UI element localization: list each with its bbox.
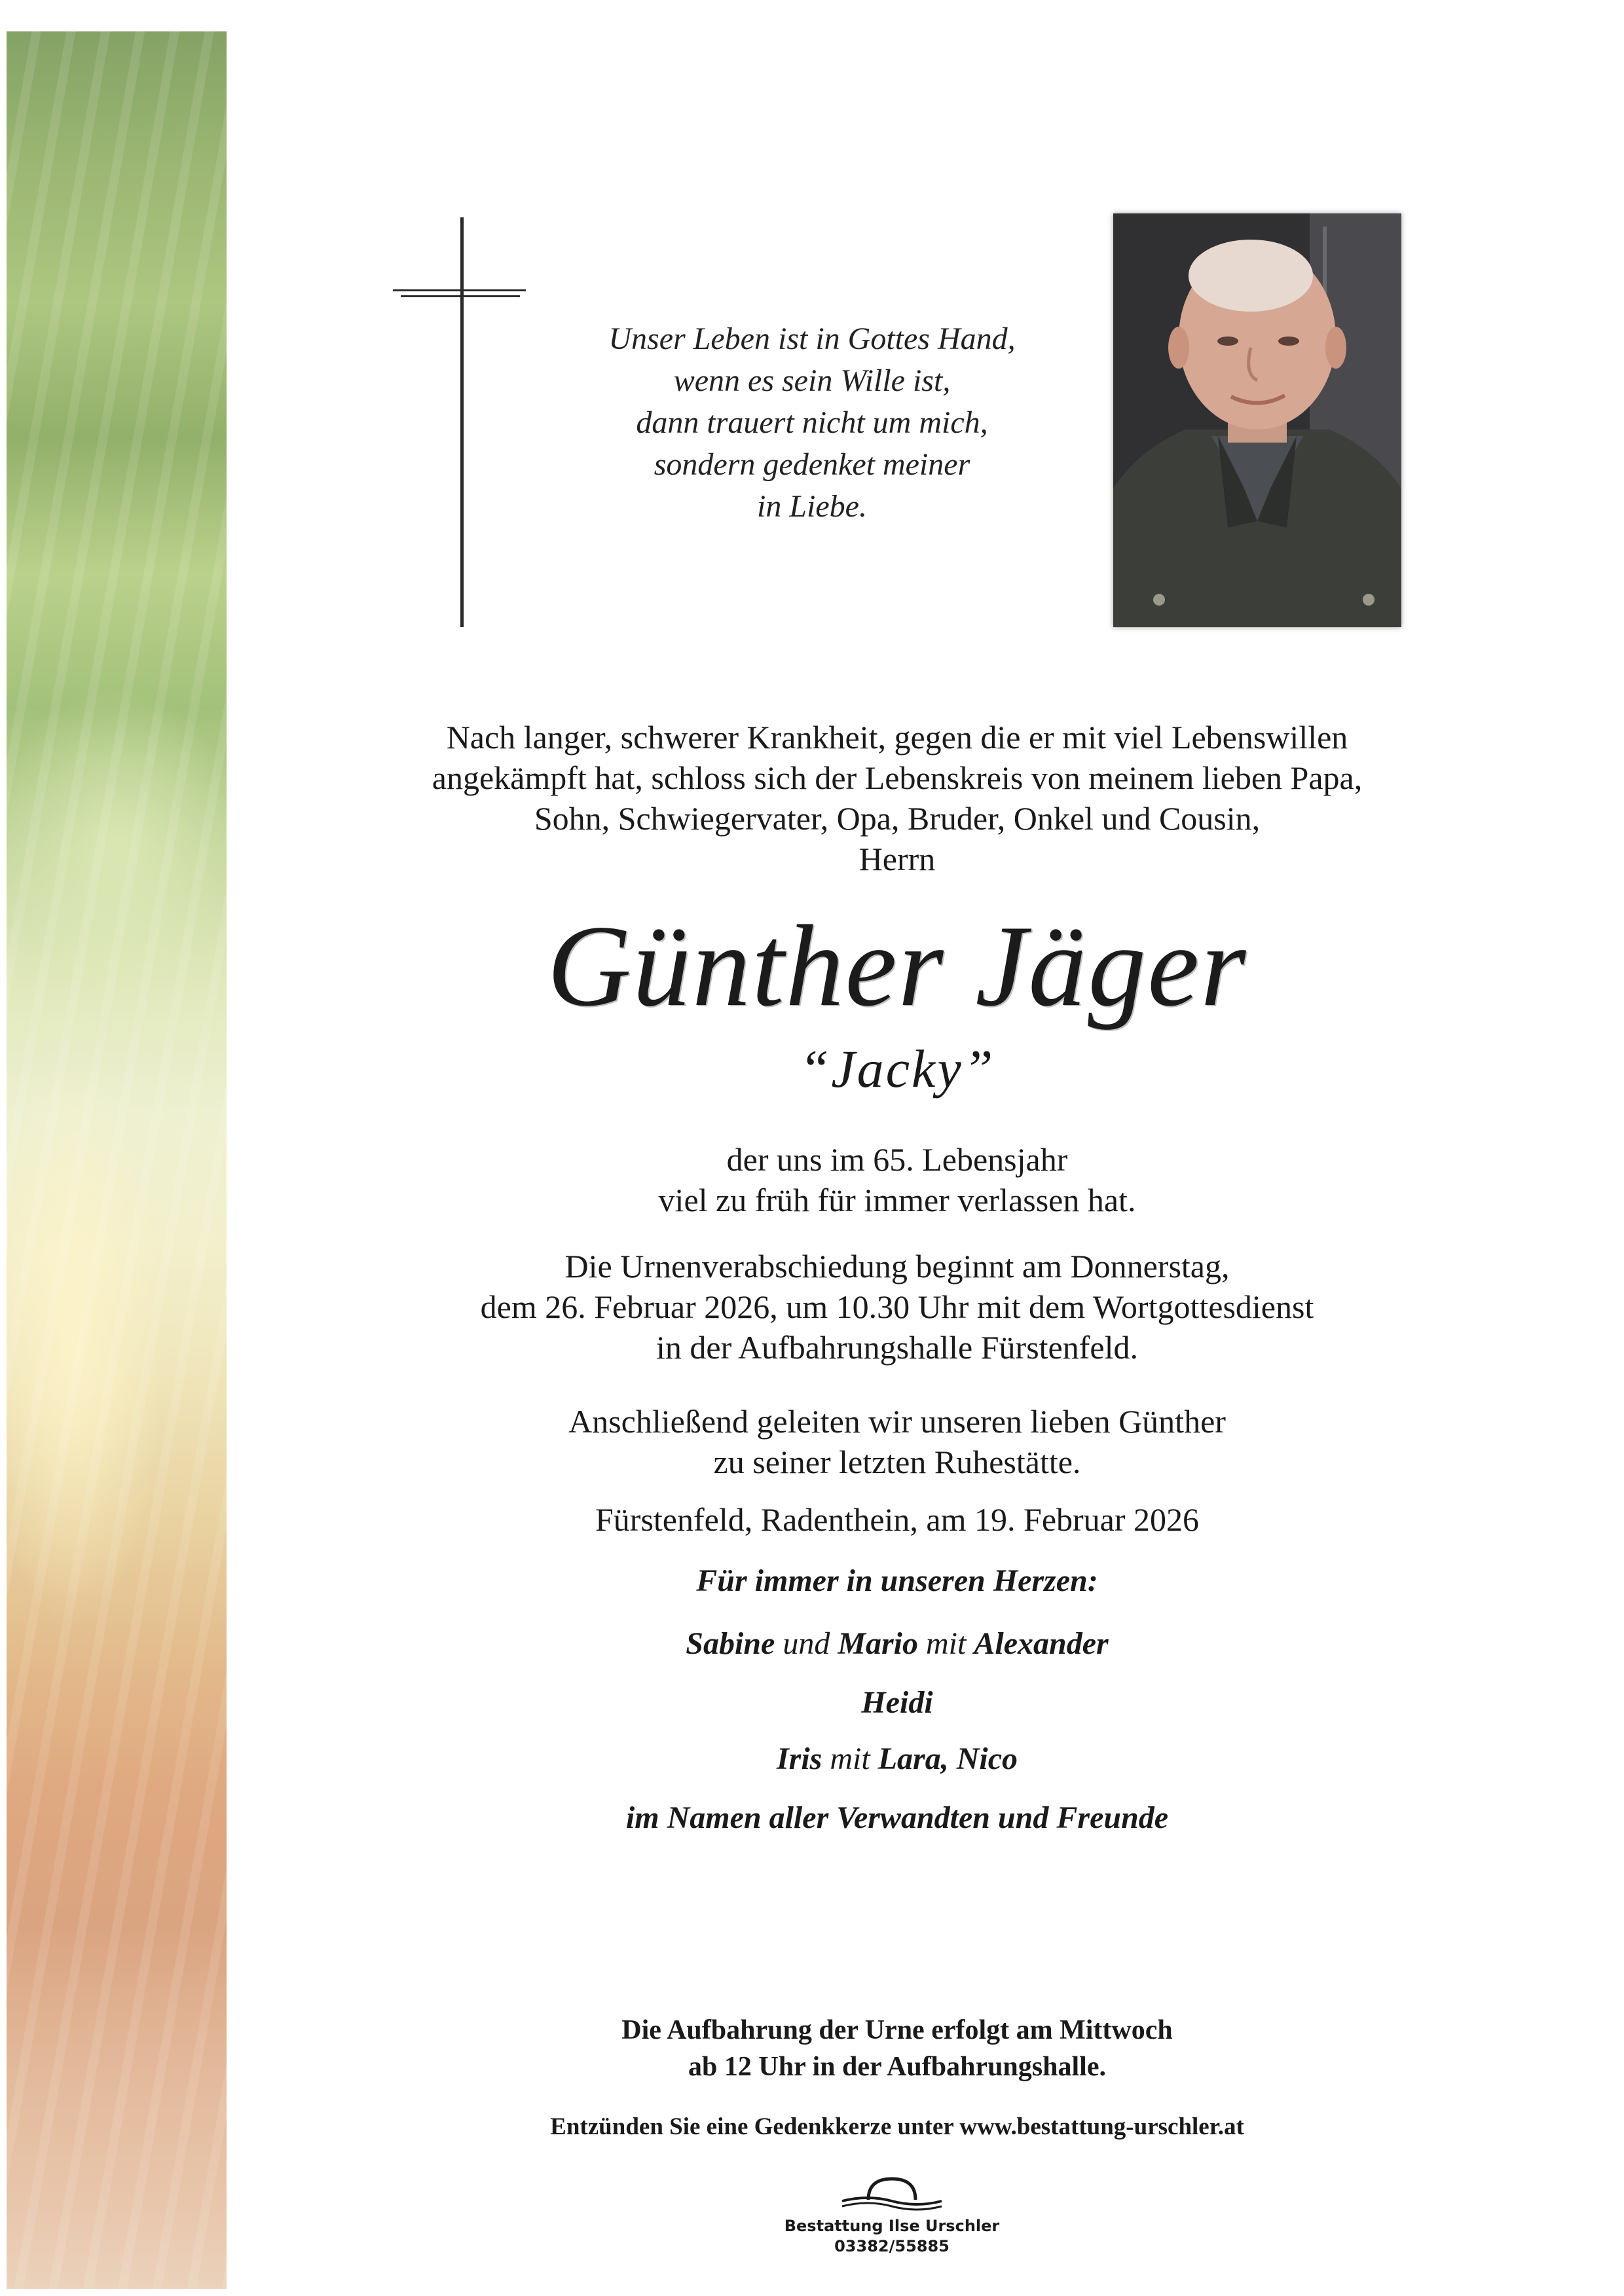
service-details <box>393 1246 1401 1368</box>
mourner-name: Alexander <box>974 1626 1109 1661</box>
mourner-name: Mario <box>838 1626 919 1661</box>
forest-side-image <box>7 31 227 2289</box>
mourner-name: Lara, Nico <box>877 1741 1018 1776</box>
portrait-photo <box>1113 213 1401 627</box>
intro-line: Nach langer, schwerer Krankheit, gegen die er mit viel Lebenswillen <box>446 719 1348 756</box>
burial-line: Anschließend geleiten wir unseren lieben Günther <box>568 1403 1226 1440</box>
portrait-illustration <box>1113 213 1401 627</box>
mourner-family-2 <box>393 1683 1401 1723</box>
connector: und <box>775 1626 838 1661</box>
mourner-family-1 <box>393 1624 1401 1664</box>
burial-line: zu seiner letzten Ruhestätte. <box>713 1444 1081 1480</box>
service-line: in der Aufbahrungshalle Fürstenfeld. <box>656 1329 1138 1366</box>
mourner-name: Sabine <box>686 1626 775 1661</box>
cross-icon <box>460 217 464 627</box>
cross-bar-lower <box>401 295 520 297</box>
announcement-intro <box>393 717 1401 879</box>
verse-line: sondern gedenket meiner <box>654 447 970 482</box>
verse-line: in Liebe. <box>757 489 867 524</box>
verse-line: Unser Leben ist in Gottes Hand, <box>608 321 1016 356</box>
mourner-family-3 <box>393 1739 1401 1779</box>
verse-line: dann trauert nicht um mich, <box>636 405 988 440</box>
service-line: Die Urnenverabschiedung beginnt am Donnerstag, <box>564 1248 1230 1285</box>
deceased-name: Günther Jäger <box>547 901 1247 1030</box>
funeral-home-phone: 03382/55885 <box>834 2237 950 2255</box>
age-text <box>393 1139 1401 1220</box>
age-line: viel zu früh für immer verlassen hat. <box>658 1182 1136 1218</box>
burial-text <box>393 1401 1401 1482</box>
urn-line: ab 12 Uhr in der Aufbahrungshalle. <box>688 2052 1106 2082</box>
mourner-name: Iris <box>776 1741 822 1776</box>
candle-notice: Entzünden Sie eine Gedenkkerze unter www.bestattung-urschler.at <box>550 2113 1244 2140</box>
urn-line: Die Aufbahrung der Urne erfolgt am Mittwoch <box>621 2015 1173 2045</box>
urn-notice <box>393 2012 1401 2085</box>
intro-line: Herrn <box>858 841 936 877</box>
funeral-home-name: Bestattung Ilse Urschler <box>784 2217 1000 2235</box>
intro-line: Sohn, Schwiegervater, Opa, Bruder, Onkel und Cousin, <box>534 800 1261 837</box>
deceased-nickname: “Jacky” <box>799 1039 995 1099</box>
place-date: Fürstenfeld, Radenthein, am 19. Februar 2026 <box>595 1501 1200 1538</box>
funeral-home-logo-icon <box>838 2175 946 2212</box>
age-line: der uns im 65. Lebensjahr <box>726 1141 1068 1178</box>
memorial-verse <box>511 318 1113 528</box>
connector: mit <box>918 1626 974 1661</box>
cross-bar-upper <box>393 289 526 291</box>
verse-line: wenn es sein Wille ist, <box>673 363 951 398</box>
mourners-heading: Für immer in unseren Herzen: <box>696 1563 1098 1598</box>
mourner-name: Heidi <box>861 1685 933 1720</box>
connector: mit <box>822 1741 878 1776</box>
service-line: dem 26. Februar 2026, um 10.30 Uhr mit dem Wortgottesdienst <box>480 1288 1314 1325</box>
mourners-closing: im Namen aller Verwandten und Freunde <box>625 1800 1169 1835</box>
intro-line: angekämpft hat, schloss sich der Lebenskreis von meinem lieben Papa, <box>432 759 1363 796</box>
